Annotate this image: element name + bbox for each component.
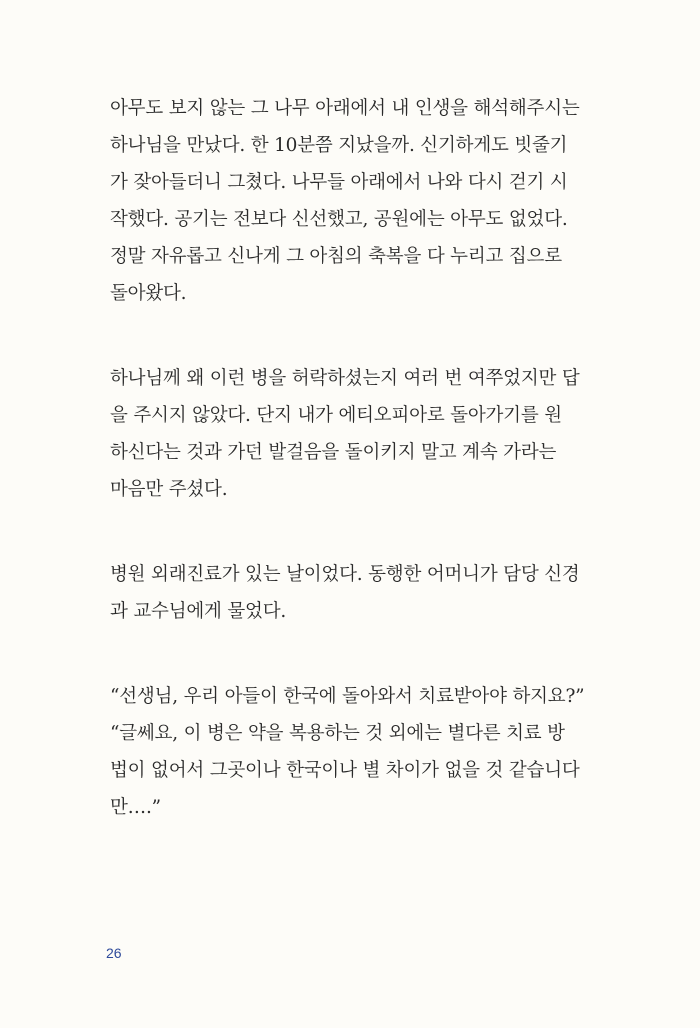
- text-line: 과 교수님에게 물었다.: [110, 601, 287, 622]
- text-line: 돌아왔다.: [110, 283, 187, 304]
- dialogue-line: 만….”: [110, 797, 161, 818]
- text-line: 하나님께 왜 이런 병을 허락하셨는지 여러 번 여쭈었지만 답: [110, 368, 580, 389]
- text-line: 아무도 보지 않는 그 나무 아래에서 내 인생을 해석해주시는: [110, 98, 580, 119]
- text-line: 작했다. 공기는 전보다 신선했고, 공원에는 아무도 없었다.: [110, 209, 568, 230]
- dialogue-paragraph: [110, 678, 585, 826]
- text-line: 마음만 주셨다.: [110, 479, 228, 500]
- text-line: 하나님을 만났다. 한 10분쯤 지났을까. 신기하게도 빗줄기: [110, 135, 568, 156]
- paragraph-3: [110, 556, 580, 630]
- paragraph-2: [110, 360, 580, 508]
- paragraph-1: [110, 90, 580, 312]
- text-line: 병원 외래진료가 있는 날이었다. 동행한 어머니가 담당 신경: [110, 564, 580, 585]
- text-line: 가 잦아들더니 그쳤다. 나무들 아래에서 나와 다시 걷기 시: [110, 172, 568, 193]
- text-line: 을 주시지 않았다. 단지 내가 에티오피아로 돌아가기를 원: [110, 405, 562, 426]
- dialogue-line: “글쎄요, 이 병은 약을 복용하는 것 외에는 별다른 치료 방: [110, 723, 565, 744]
- dialogue-line: 법이 없어서 그곳이나 한국이나 별 차이가 없을 것 같습니다: [110, 760, 580, 781]
- page-number: 26: [106, 945, 122, 961]
- dialogue-line: “선생님, 우리 아들이 한국에 돌아와서 치료받아야 하지요?”: [110, 686, 585, 707]
- text-line: 정말 자유롭고 신나게 그 아침의 축복을 다 누리고 집으로: [110, 246, 562, 267]
- text-line: 하신다는 것과 가던 발걸음을 돌이키지 말고 계속 가라는: [110, 442, 557, 463]
- body-text: [110, 90, 585, 826]
